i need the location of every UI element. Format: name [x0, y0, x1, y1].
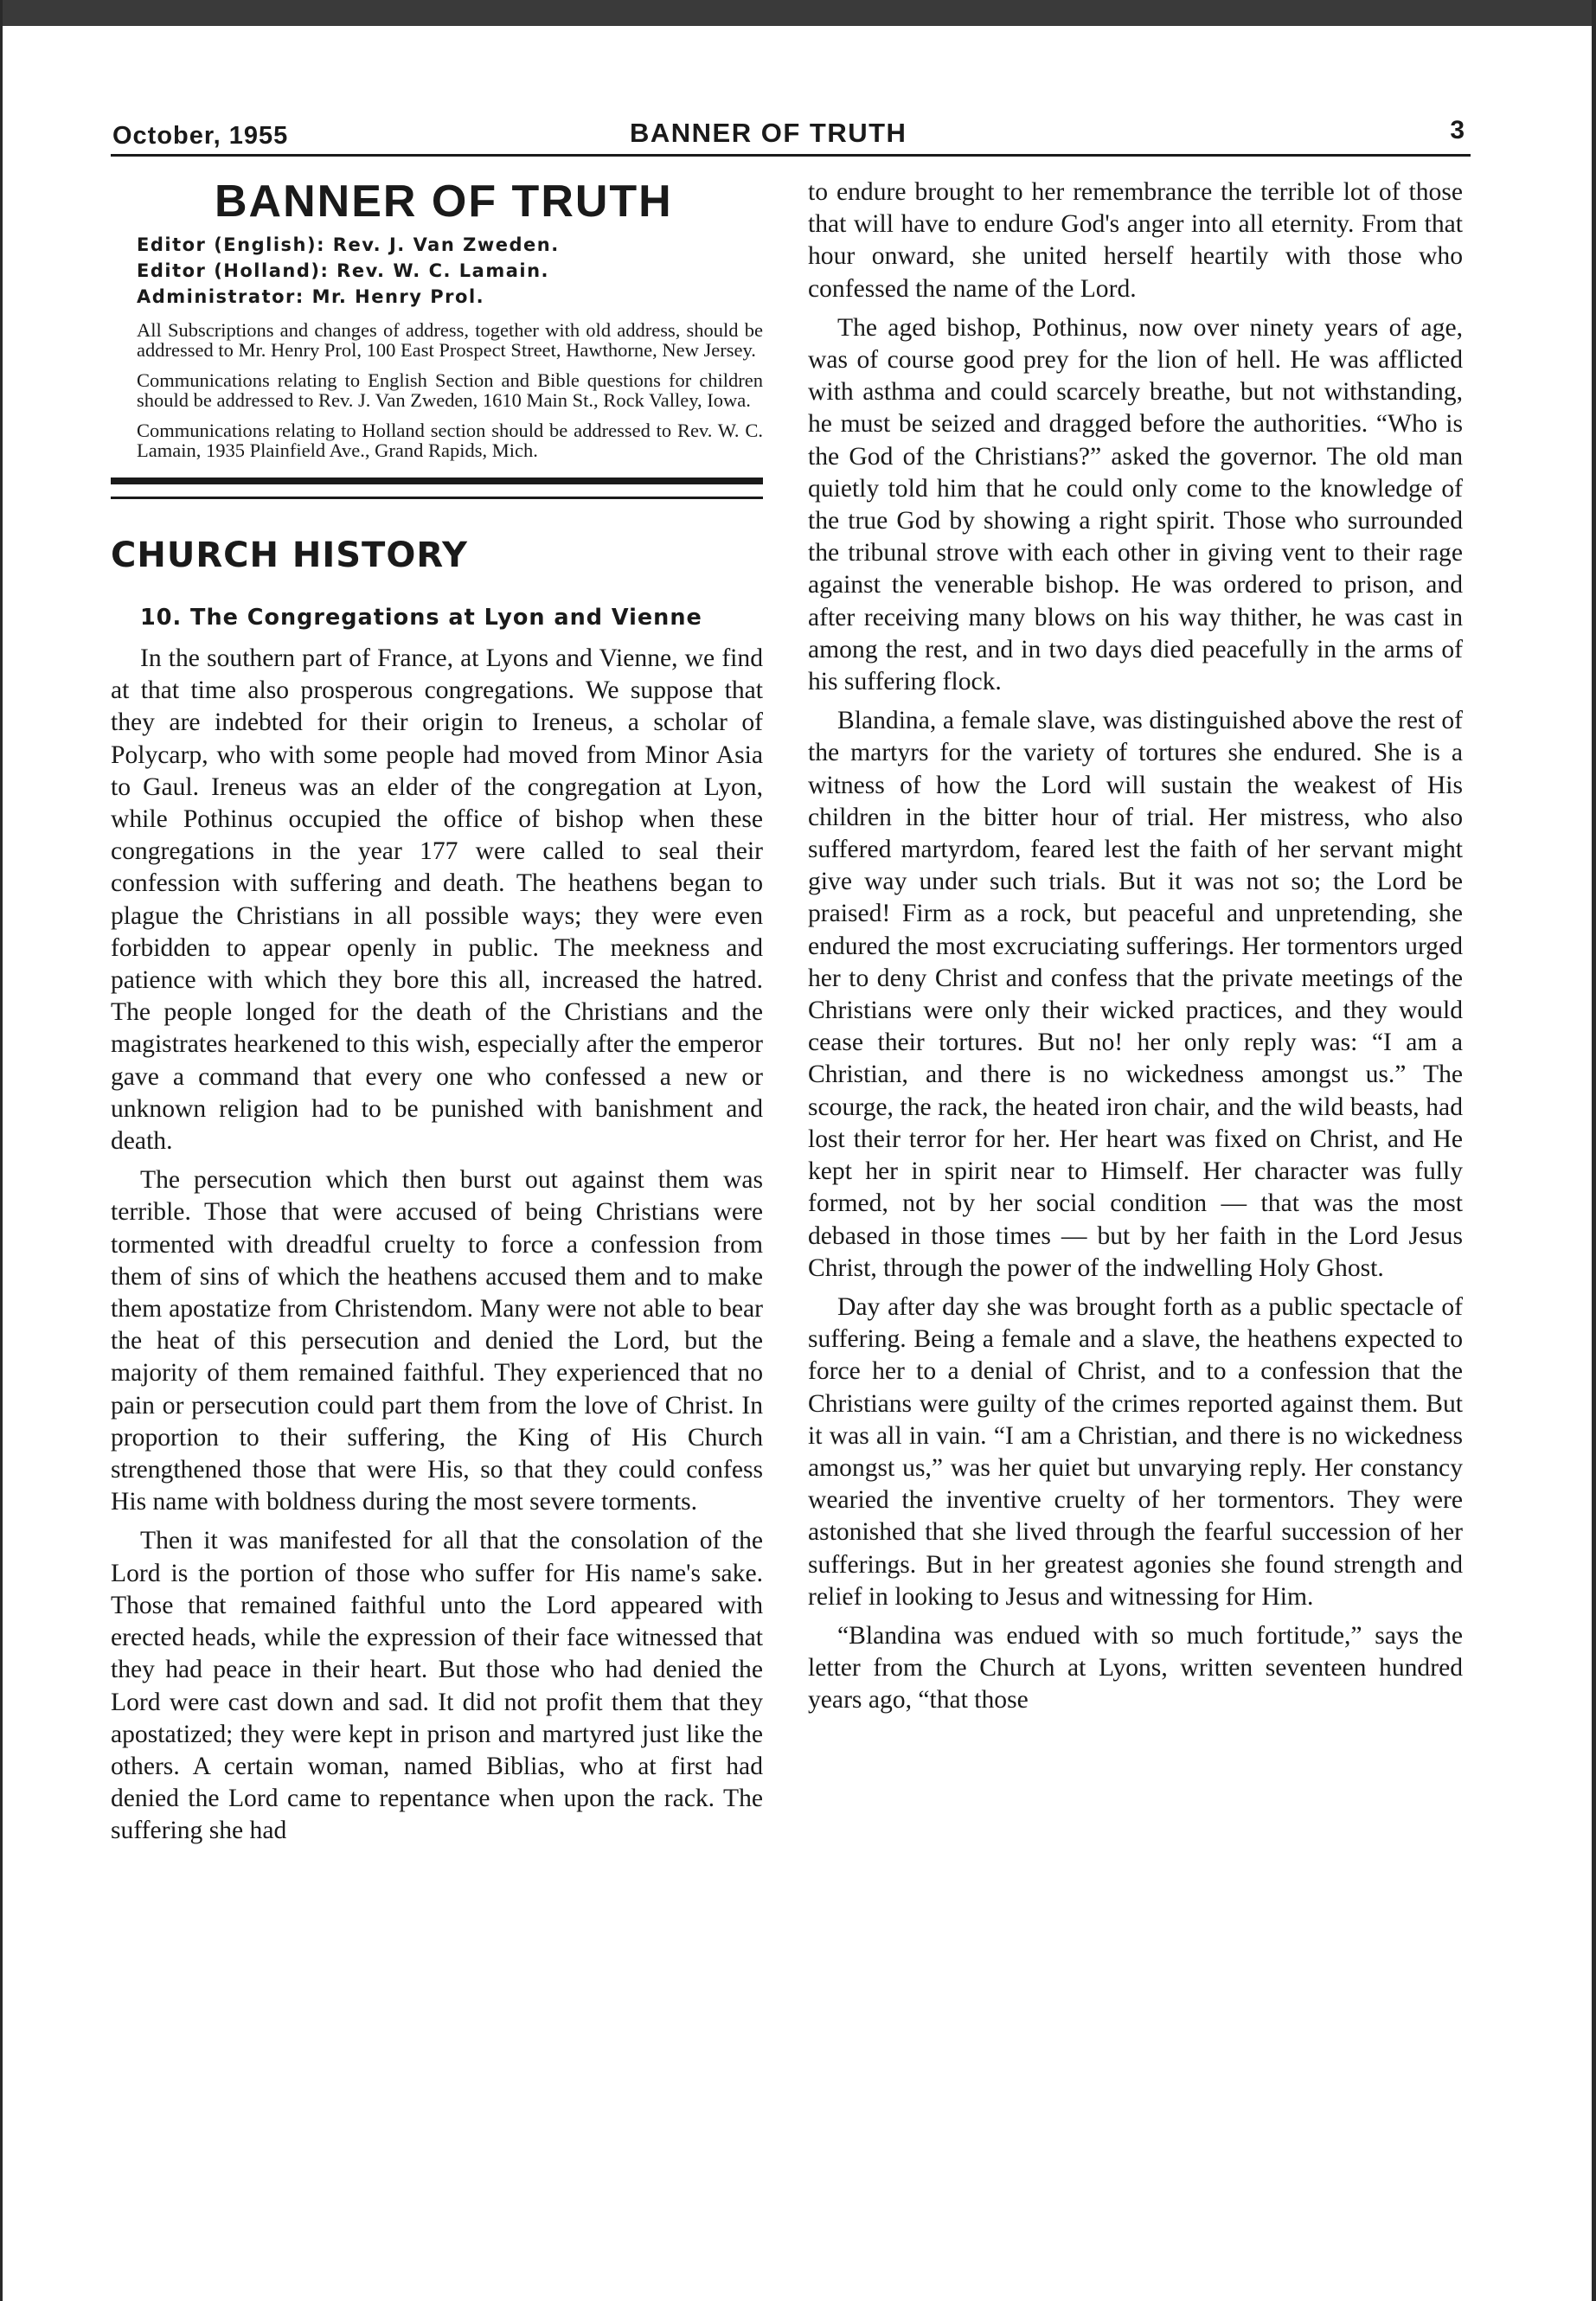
notice-english-section: Communications relating to English Section and Bible questions for children should be addressed to Rev. J. Van Zweden, 1610 Main St., Rock Valley, Iowa.: [137, 369, 763, 411]
scan-border-right: [1592, 0, 1596, 2301]
notice-holland-section: Communications relating to Holland section should be addressed to Rev. W. C. Lamain, 1935 Plainfield Ave., Grand Rapids, Mich.: [137, 420, 763, 461]
masthead-title: BANNER OF TRUTH: [215, 176, 673, 227]
article-paragraph: Day after day she was brought forth as a public spectacle of suffering. Being a female and a slave, the heathens expected to force her to a denial of Christ, and to a confession that the Christians were guilty of the crimes reported against them. But it was all in vain. “I am a Christian, and there is no wickedness amongst us,” was her quiet but unvarying reply. Her constancy wearied the inventive cruelty of her tormentors. They were astonished that she lived through the fearful succession of her sufferings. But in her greatest agonies she found strength and relief in looking to Jesus and witnessing for Him.: [808, 1292, 1463, 1611]
issue-date: October, 1955: [112, 122, 289, 150]
article-subtitle: 10. The Congregations at Lyon and Vienne: [140, 605, 702, 631]
article-paragraph: In the southern part of France, at Lyons and Vienne, we find at that time also prosperous congregations. We suppose that they are indebted for their origin to Ireneus, a scholar of Polycarp, who with some people had moved from Minor Asia to Gaul. Ireneus was an elder of the congregation at Lyon, while Pothinus occupied the office of bishop when these congregations in the year 177 were called to seal their confession with suffering and death. The heathens began to plague the Christians in all possible ways; they were even forbidden to appear openly in public. The meekness and patience with which they bore this all, increased the hatred. The people longed for the death of the Christians and the magistrates hearkened to this wish, especially after the emperor gave a command that every one who confessed a new or unknown religion had to be punished with banishment and death.: [111, 644, 763, 1156]
page-number: 3: [1450, 116, 1465, 144]
magazine-page: [111, 111, 1471, 1845]
article-paragraph: The aged bishop, Pothinus, now over ninety years of age, was of course good prey for the lion of hell. He was afflicted with asthma and could scarcely breathe, but not withstanding, he must be seized and dragged before the authorities. “Who is the God of the Christians?” asked the governor. The old man quietly told him that he could only come to the knowledge of the true God by showing a right spirit. Those who surrounded the tribunal strove with each other in giving vent to their rage against the venerable bishop. He was ordered to prison, and after receiving many blows on his way thither, he was cast in among the rest, and in two days died peacefully in the arms of his suffering flock.: [808, 313, 1463, 696]
staff-editor-holland: Editor (Holland): Rev. W. C. Lamain.: [137, 260, 550, 281]
article-paragraph: “Blandina was endued with so much fortitude,” says the letter from the Church at Lyons, written seventeen hundred years ago, “that those: [808, 1621, 1463, 1715]
masthead: [111, 176, 763, 460]
left-column: [111, 176, 763, 1855]
staff-editor-english: Editor (English): Rev. J. Van Zweden.: [137, 234, 560, 255]
scan-border-left: [0, 0, 3, 2301]
section-title: CHURCH HISTORY: [111, 535, 468, 575]
notice-subscriptions: All Subscriptions and changes of address, together with old address, should be addressed to Mr. Henry Prol, 100 East Prospect Street, Hawthorne, New Jersey.: [137, 319, 763, 361]
article-paragraph: Blandina, a female slave, was distinguished above the rest of the martyrs for the variety of tortures she endured. She is a witness of how the Lord will sustain the weakest of His children in the bitter hour of trial. Her mistress, who also suffered martyrdom, feared lest the faith of her servant might give way under such trials. But it was not so; the Lord be praised! Firm as a rock, but peaceful and unpretending, she endured the most excruciating sufferings. Her tormentors urged her to deny Christ and confess that the private meetings of the Christians were only their wicked practices, and they would cease their tortures. But no! her only reply was: “I am a Christian, and there is no wickedness amongst us.” The scourge, the rack, the heated iron chair, and the wild beasts, had lost their terror for her. Her heart was fixed on Christ, and He kept her in spirit near to Himself. Her character was fully formed, not by her social condition — that was the most debased in those times — but by her faith in the Lord Jesus Christ, through the power of the indwelling Holy Ghost.: [808, 707, 1463, 1282]
article-paragraph: to endure brought to her remembrance the terrible lot of those that will have to endure God's anger into all eternity. From that hour onward, she united herself heartily with those who confessed the name of the Lord.: [808, 178, 1463, 303]
right-column: [808, 176, 1463, 1724]
article-paragraph: Then it was manifested for all that the consolation of the Lord is the portion of those who suffer for His name's sake. Those that remained faithful unto the Lord appeared with erected heads, while the expression of their face witnessed that they had peace in their heart. But those who had denied the Lord were cast down and sad. It did not profit them that they apostatized; they were kept in prison and martyred just like the others. A certain woman, named Biblias, who at first had denied the Lord came to repentance when upon the rack. The suffering she had: [111, 1527, 763, 1845]
running-head: [111, 111, 1471, 157]
article-paragraph: The persecution which then burst out against them was terrible. Those that were accused of being Christians were tormented with dreadful cruelty to force a confession from them of sins of which the heathens accused them and to make them apostatize from Christendom. Many were not able to bear the heat of this persecution and denied the Lord, but the majority of them remained faithful. They experienced that no pain or persecution could part them from the love of Christ. In proportion to their suffering, the King of His Church strengthened those that were His, so that they could confess His name with boldness during the most severe torments.: [111, 1166, 763, 1516]
staff-administrator: Administrator: Mr. Henry Prol.: [137, 286, 485, 307]
masthead-divider: [111, 478, 763, 499]
scan-border-top: [0, 0, 1596, 26]
publication-title: BANNER OF TRUTH: [630, 118, 907, 148]
